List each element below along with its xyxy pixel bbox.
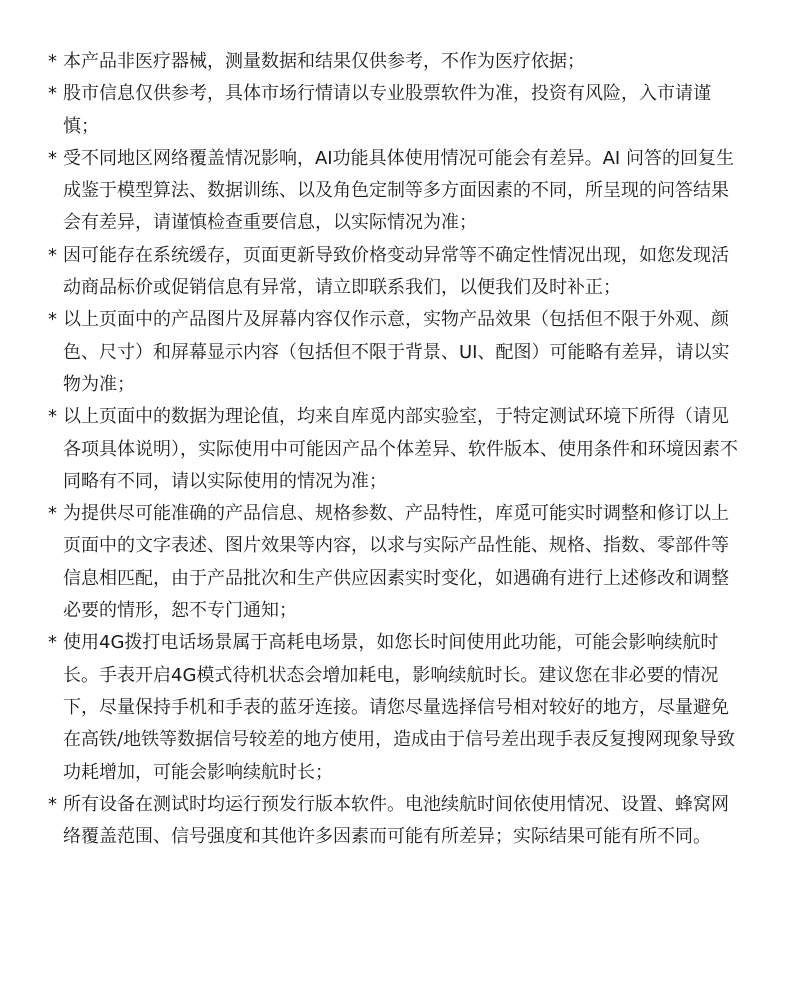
disclaimer-item-lab-data	[48, 401, 742, 498]
disclaimer-text: 本产品非医疗器械，测量数据和结果仅供参考，不作为医疗依据；	[63, 51, 585, 72]
disclaimer-item-prerelease	[48, 789, 742, 854]
disclaimer-item-revisions	[48, 498, 742, 627]
disclaimer-item-ai	[48, 143, 742, 240]
disclaimer-item-cache	[48, 240, 742, 305]
disclaimer-item-images	[48, 304, 742, 401]
disclaimer-text: 因可能存在系统缓存，页面更新导致价格变动异常等不确定性情况出现，如您发现活动商品标价或促销信息有异常，请立即联系我们，以便我们及时补正；	[63, 244, 729, 299]
bullet-asterisk: *	[48, 309, 57, 331]
disclaimer-list	[48, 46, 742, 853]
disclaimer-text: 股市信息仅供参考，具体市场行情请以专业股票软件为准，投资有风险，入市请谨慎；	[63, 83, 711, 137]
disclaimer-text: 以上页面中的产品图片及屏幕内容仅作示意，实物产品效果（包括但不限于外观、颜色、尺寸）和屏幕显示内容（包括但不限于背景、UI、配图）可能略有差异，请以实物为准；	[63, 309, 730, 395]
disclaimer-item-medical	[48, 46, 742, 78]
bullet-asterisk: *	[48, 406, 57, 428]
bullet-asterisk: *	[48, 503, 57, 525]
bullet-asterisk: *	[48, 83, 57, 105]
bullet-asterisk: *	[48, 244, 57, 266]
disclaimer-item-stock	[48, 78, 742, 143]
disclaimer-item-4g-battery	[48, 627, 742, 788]
bullet-asterisk: *	[48, 632, 57, 654]
disclaimer-text: 所有设备在测试时均运行预发行版本软件。电池续航时间依使用情况、设置、蜂窝网络覆盖范围、信号强度和其他许多因素而可能有所差异；实际结果可能有所不同。	[63, 793, 729, 848]
bullet-asterisk: *	[48, 51, 57, 72]
disclaimer-text: 使用4G拨打电话场景属于高耗电场景，如您长时间使用此功能，可能会影响续航时长。手表开启4G模式待机状态会增加耗电，影响续航时长。建议您在非必要的情况下，尽量保持手机和手表的蓝牙连接。请您尽量选择信号相对较好的地方，尽量避免在高铁/地铁等数据信号较差的地方使用，造成由于信号差出现手表反复搜网现象导致功耗增加，可能会影响续航时长；	[63, 632, 736, 783]
disclaimer-text: 为提供尽可能准确的产品信息、规格参数、产品特性，库觅可能实时调整和修订以上页面中的文字表述、图片效果等内容，以求与实际产品性能、规格、指数、零部件等信息相匹配，由于产品批次和生产供应因素实时变化，如遇确有进行上述修改和调整必要的情形，恕不专门通知；	[63, 503, 729, 622]
bullet-asterisk: *	[48, 793, 57, 815]
disclaimer-text: 以上页面中的数据为理论值，均来自库觅内部实验室，于特定测试环境下所得（请见各项具体说明），实际使用中可能因产品个体差异、软件版本、使用条件和环境因素不同略有不同，请以实际使用的情况为准；	[63, 406, 738, 492]
bullet-asterisk: *	[48, 147, 57, 169]
disclaimer-text: 受不同地区网络覆盖情况影响，AI功能具体使用情况可能会有差异。AI 问答的回复生成鉴于模型算法、数据训练、以及角色定制等多方面因素的不同，所呈现的问答结果会有差异，请谨慎检查重要信息，以实际情况为准；	[63, 147, 734, 234]
